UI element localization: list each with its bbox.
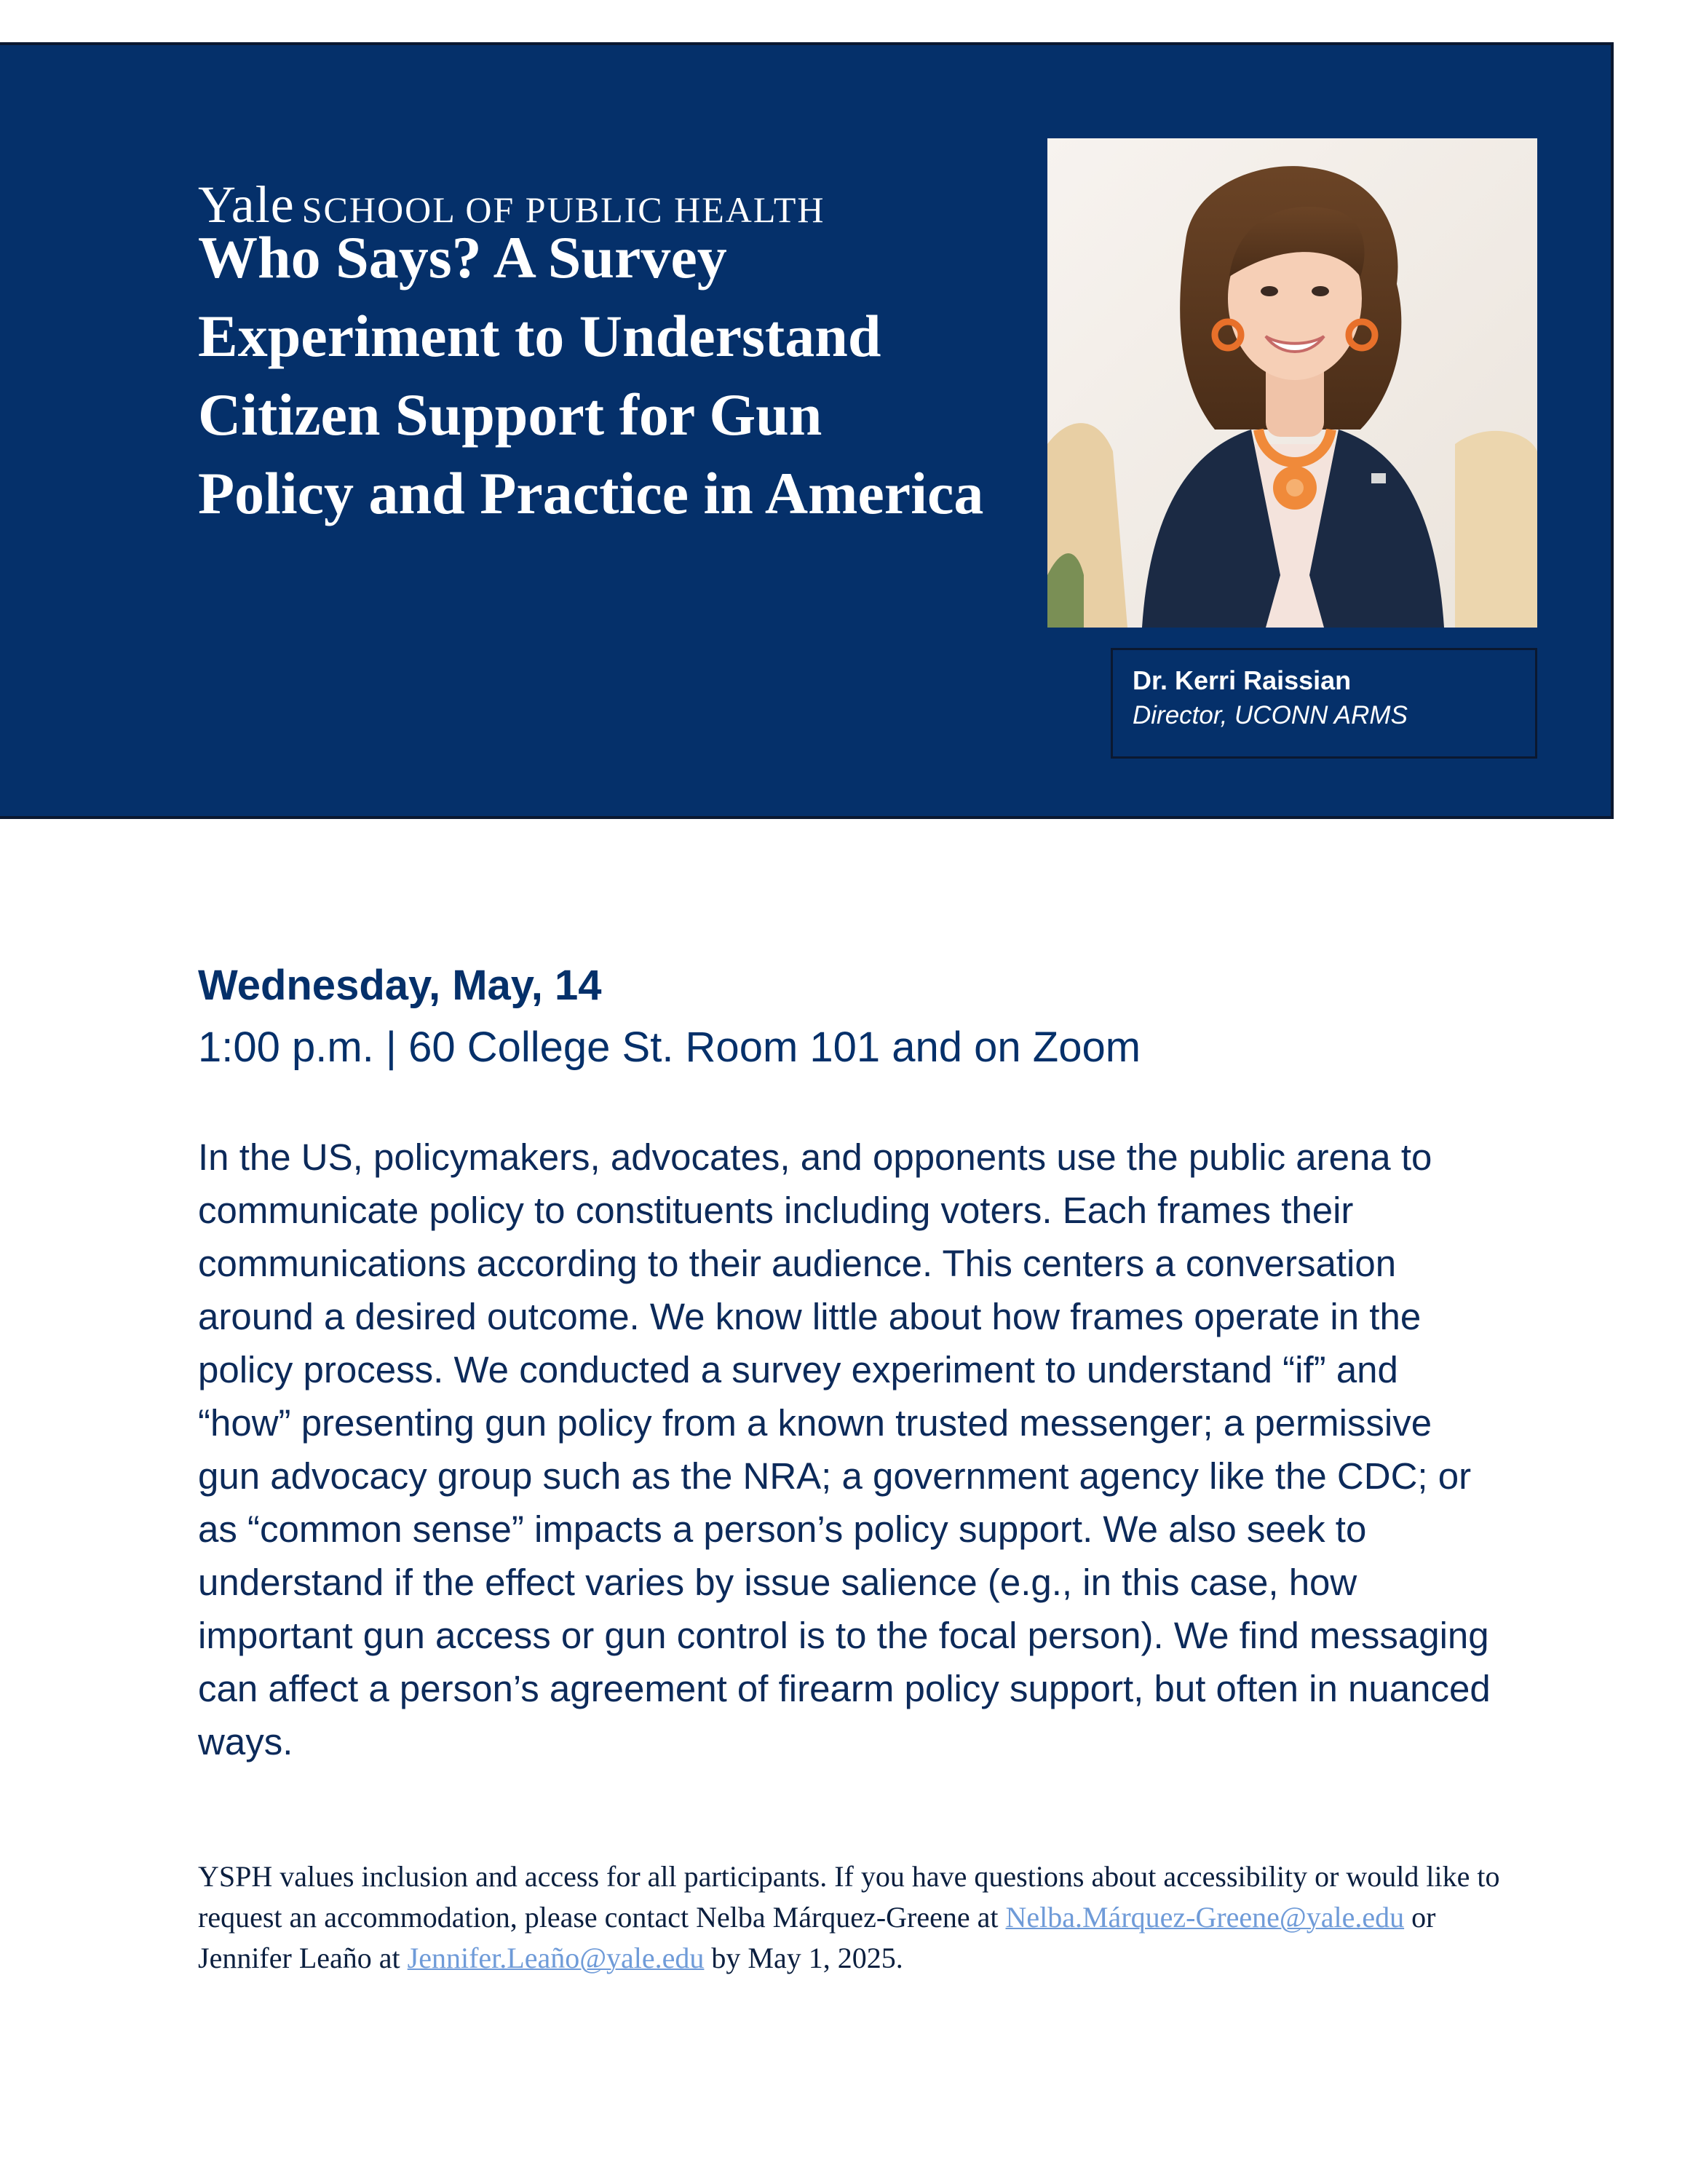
- accessibility-notice: [198, 1856, 1501, 1979]
- speaker-photo: [1047, 138, 1537, 628]
- speaker-role: Director, UCONN ARMS: [1133, 701, 1408, 729]
- speaker-caption: [1111, 648, 1537, 759]
- contact-email-link-nelba[interactable]: Nelba.Márquez-Greene@yale.edu: [1005, 1901, 1405, 1934]
- accessibility-text-after: by May 1, 2025.: [704, 1942, 903, 1974]
- brand-school: SCHOOL OF PUBLIC HEALTH: [301, 189, 825, 230]
- accessibility-text-before: YSPH values inclusion and access for all participants. If you have questions about accessibility or would like to request an accommodation, please contact Nelba Márquez-Greene at: [198, 1860, 1500, 1934]
- accessibility-text-middle: or Jennifer Leaño at: [198, 1901, 1436, 1974]
- event-date: Wednesday, May, 14: [198, 962, 602, 1009]
- event-title: Who Says? A Survey Experiment to Understand Citizen Support for Gun Policy and Practice in America: [198, 224, 984, 526]
- brand-yale: Yale: [198, 175, 295, 234]
- contact-email-link-jennifer[interactable]: Jennifer.Leaño@yale.edu: [407, 1942, 705, 1974]
- speaker-name: Dr. Kerri Raissian: [1133, 665, 1352, 695]
- event-abstract: In the US, policymakers, advocates, and opponents use the public arena to communicate policy to constituents including voters. Each frames their communications according to their audience. This centers a conversation around a desired outcome. We know little about how frames operate in the policy process. We conducted a survey experiment to understand “if” and “how” presenting gun policy from a known trusted messenger; a permissive gun advocacy group such as the NRA; a government agency like the CDC; or as “common sense” impacts a person’s policy support. We also seek to understand if the effect varies by issue salience (e.g., in this case, how important gun access or gun control is to the focal person). We find messaging can affect a person’s agreement of firearm policy support, but often in nuanced ways.: [198, 1136, 1491, 1762]
- event-time-location: 1:00 p.m. | 60 College St. Room 101 and on Zoom: [198, 1024, 1141, 1071]
